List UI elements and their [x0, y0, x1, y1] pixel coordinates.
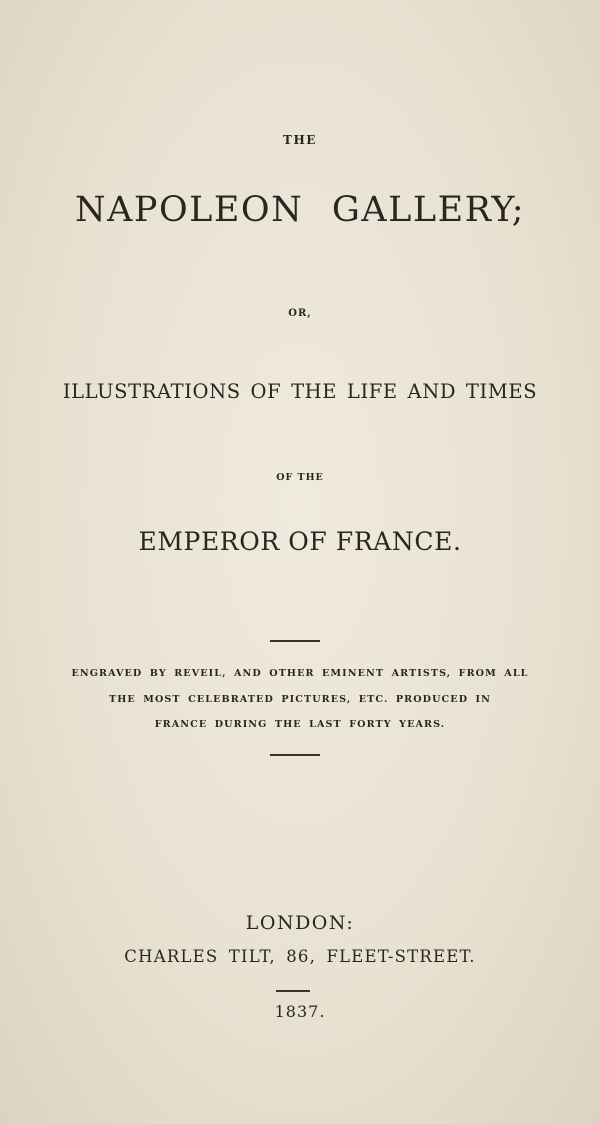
subtitle-emperor: EMPEROR OF FRANCE. [138, 527, 462, 556]
engraved-line-2: THE MOST CELEBRATED PICTURES, ETC. PRODUCED IN [108, 694, 492, 705]
engraved-line-3: FRANCE DURING THE LAST FORTY YEARS. [154, 719, 446, 730]
divider-rule-bottom [270, 754, 320, 756]
divider-rule-top [270, 640, 320, 642]
imprint-publisher: CHARLES TILT, 86, FLEET-STREET. [124, 947, 476, 966]
imprint-place: LONDON: [245, 912, 355, 934]
engraved-line-1: ENGRAVED BY REVEIL, AND OTHER EMINENT ARTISTS, FROM ALL [71, 668, 529, 679]
imprint-year: 1837. [274, 1002, 326, 1021]
book-subtitle: ILLUSTRATIONS OF THE LIFE AND TIMES [62, 380, 538, 403]
book-title: NAPOLEON GALLERY; [75, 190, 525, 230]
conjunction-or: OR, [288, 308, 312, 319]
phrase-of-the: OF THE [276, 472, 324, 483]
divider-rule-small [276, 990, 310, 992]
article-the: THE [283, 133, 317, 147]
